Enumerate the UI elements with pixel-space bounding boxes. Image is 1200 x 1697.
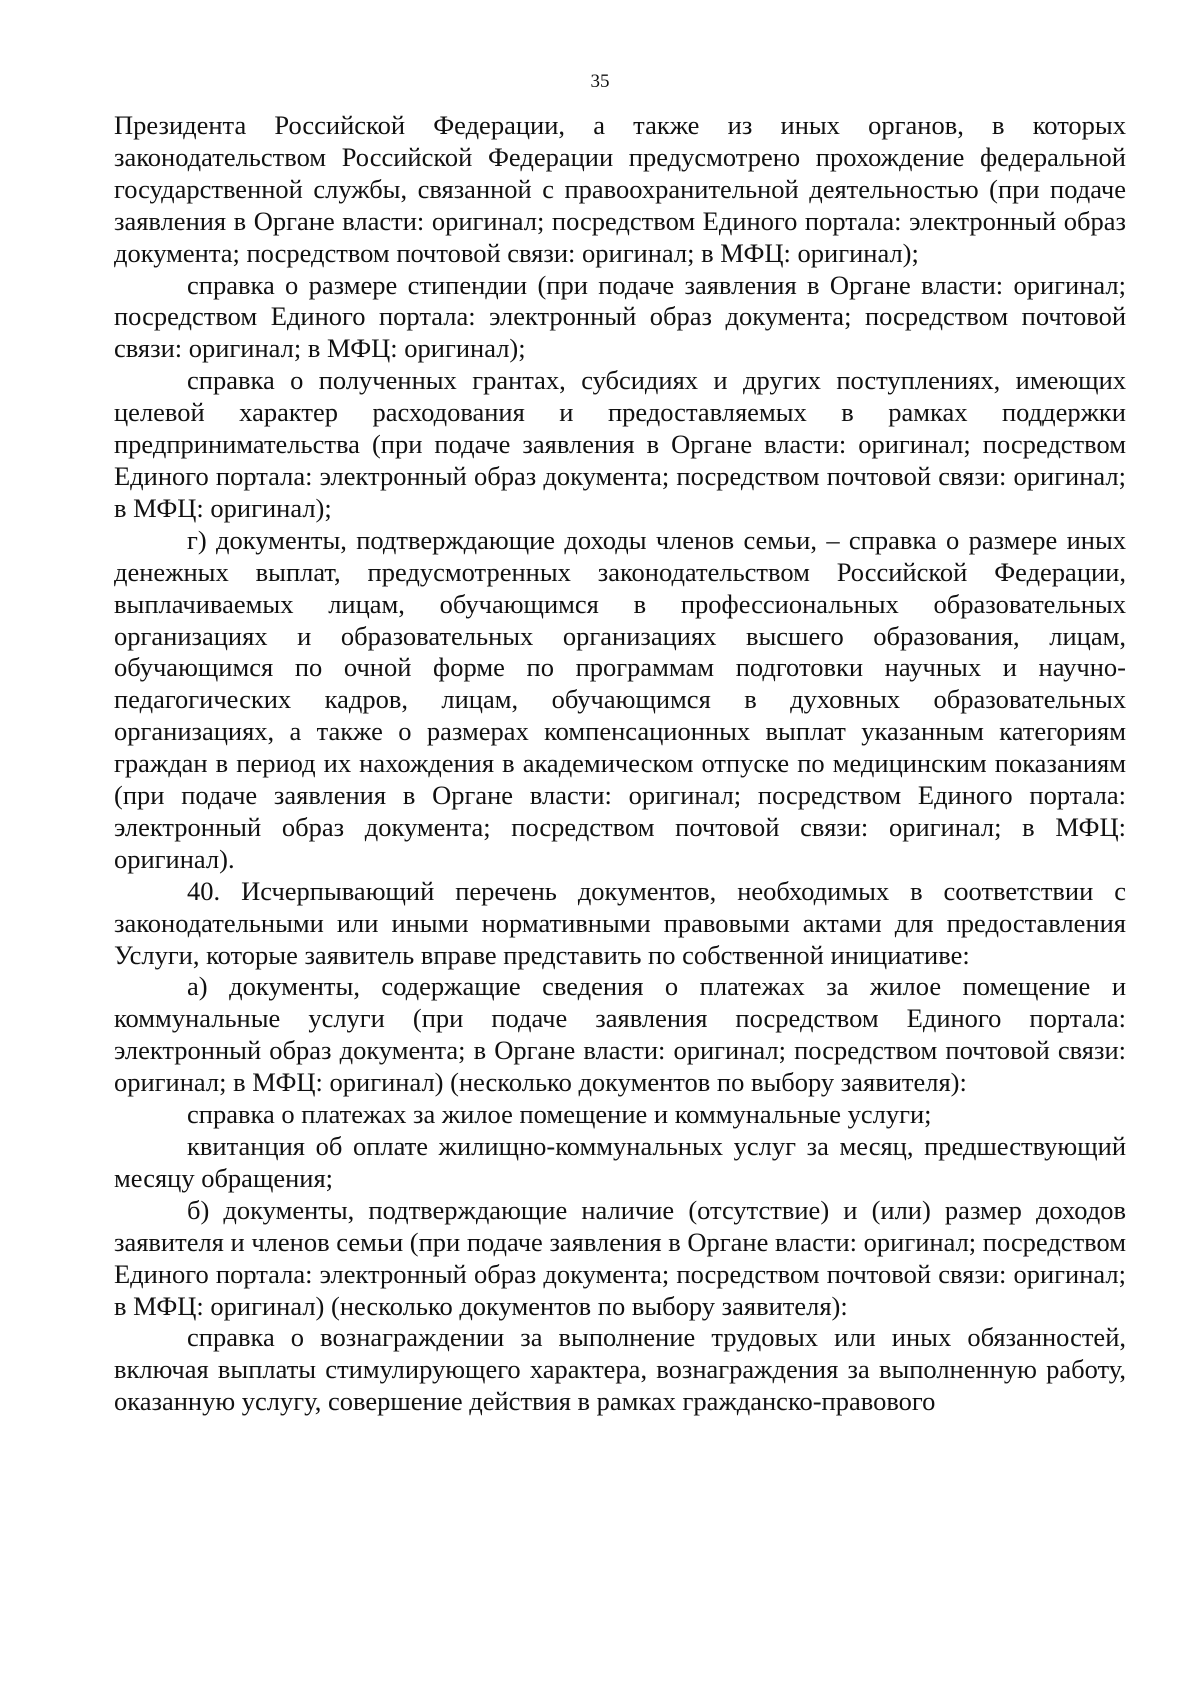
paragraph-clause-40: 40. Исчерпывающий перечень документов, необходимых в соответствии с законодательными или иными нормативными правовыми актами для предоставления Услуги, которые заявитель вправе представить по собственной инициативе: (114, 875, 1126, 970)
paragraph-remuneration-certificate: справка о вознаграждении за выполнение трудовых или иных обязанностей, включая выплаты стимулирующего характера, вознаграждения за выполненную работу, оказанную услугу, совершение действия в рамках гражданско-правового (114, 1322, 1126, 1417)
paragraph-item-g: г) документы, подтверждающие доходы членов семьи, – справка о размере иных денежных выплат, предусмотренных законодательством Российской Федерации, выплачиваемых лицам, обучающимся в профессиональных образовательных организациях и образовательных организациях высшего образования, лицам, обучающимся по очной форме по программам подготовки научных и научно-педагогических кадров, лицам, обучающимся в духовных образовательных организациях, а также о размерах компенсационных выплат указанным категориям граждан в период их нахождения в академическом отпуске по медицинским показаниям (при подаче заявления в Органе власти: оригинал; посредством Единого портала: электронный образ документа; посредством почтовой связи: оригинал; в МФЦ: оригинал). (114, 524, 1126, 874)
paragraph-utility-receipt: квитанция об оплате жилищно-коммунальных услуг за месяц, предшествующий месяцу обращения; (114, 1131, 1126, 1193)
document-body (114, 110, 1126, 1418)
paragraph-grants-certificate: справка о полученных грантах, субсидиях и других поступлениях, имеющих целевой характер расходования и предоставляемых в рамках поддержки предпринимательства (при подаче заявления в Органе власти: оригинал; посредством Единого портала: электронный образ документа; посредством почтовой связи: оригинал; в МФЦ: оригинал); (114, 365, 1126, 523)
paragraph-item-b: б) документы, подтверждающие наличие (отсутствие) и (или) размер доходов заявителя и членов семьи (при подаче заявления в Органе власти: оригинал; посредством Единого портала: электронный образ документа; посредством почтовой связи: оригинал; в МФЦ: оригинал) (несколько документов по выбору заявителя): (114, 1194, 1126, 1321)
paragraph-item-a: а) документы, содержащие сведения о платежах за жилое помещение и коммунальные услуги (при подаче заявления посредством Единого портала: электронный образ документа; в Органе власти: оригинал; посредством почтовой связи: оригинал; в МФЦ: оригинал) (несколько документов по выбору заявителя): (114, 971, 1126, 1098)
paragraph-continuation: Президента Российской Федерации, а также из иных органов, в которых законодательством Российской Федерации предусмотрено прохождение федеральной государственной службы, связанной с правоохранительной деятельностью (при подаче заявления в Органе власти: оригинал; посредством Единого портала: электронный образ документа; посредством почтовой связи: оригинал; в МФЦ: оригинал); (114, 110, 1126, 268)
paragraph-scholarship-certificate: справка о размере стипендии (при подаче заявления в Органе власти: оригинал; посредством Единого портала: электронный образ документа; посредством почтовой связи: оригинал; в МФЦ: оригинал); (114, 269, 1126, 364)
paragraph-payments-certificate: справка о платежах за жилое помещение и коммунальные услуги; (187, 1099, 932, 1130)
page-number: 35 (590, 71, 610, 92)
